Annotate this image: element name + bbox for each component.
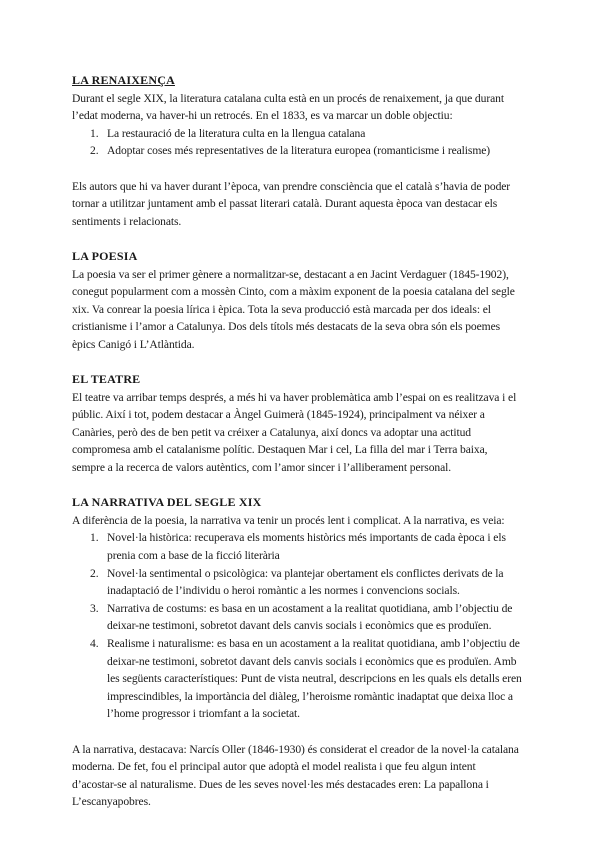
list-text: Novel·la històrica: recuperava els moments històrics més importants de cada època i els prenia com a base de la ficció literària [107,531,506,563]
section-heading-renaixenca: LA RENAIXENÇA [72,73,175,87]
paragraph: El teatre va arribar temps després, a més hi va haver problemàtica amb l’espai on es realitzava i el públic. Així i tot, podem destacar a Àngel Guimerà (1845-1924), principalment va néixer a Canàries, però des de ben petit va créixer a Catalunya, així doncs va adoptar una actitud compromesa amb el catalanisme polític. Destaquen Mar i cel, La filla del mar i Terra baixa, sempre a la recerca de valors autèntics, com l’amor sincer i l’alliberament personal. [72,390,517,475]
list-number: 1. [90,531,99,545]
paragraph: Durant el segle XIX, la literatura catalana culta està en un procés de renaixement, ja que durant l’edat moderna, va haver-hi un retrocés. En el 1833, es va marcar un doble objectiu: [72,91,504,123]
document-page [72,72,522,811]
paragraph: A la narrativa, destacava: Narcís Oller (1846-1930) és considerat el creador de la novel·la catalana moderna. De fet, fou el principal autor que adoptà el model realista i que feu algun intent d’acostar-se al naturalisme. Dues de les seves novel·les més destacades eren: La papallona i L’escanyapobres. [72,742,519,809]
list-text: Realisme i naturalisme: es basa en un acostament a la realitat quotidiana, amb l’objectiu de deixar-ne testimoni, sobretot davant dels canvis socials i econòmics que es produïen. Amb les següents característiques: Punt de vista neutral, descripcions en les quals els detalls eren imprescindibles, la importància del diàleg, l’heroisme romàntic inadaptat que deixa lloc a l’home progressor i triomfant a la societat. [107,637,522,721]
list-item [72,529,522,564]
section-heading-narrativa: LA NARRATIVA DEL SEGLE XIX [72,495,262,510]
list-item [72,142,522,160]
list-item [72,565,522,600]
list-number: 2. [90,144,99,158]
list-number: 4. [90,637,99,650]
list-text: Adoptar coses més representatives de la literatura europea (romanticisme i realisme) [107,144,491,158]
list-number: 2. [90,566,99,580]
list-number: 3. [90,601,99,615]
narrative-types-list [72,529,522,723]
paragraph: La poesia va ser el primer gènere a normalitzar-se, destacant a en Jacint Verdaguer (1845-1902), conegut popularment com a mossèn Cinto, com a màxim exponent de la poesia catalana del segle xix. Va conrear la poesia lírica i èpica. Tota la seva producció està marcada per dos ideals: el cristianisme i l’amor a Catalunya. Dos dels títols més destacats de la seva obra són els poemes èpics Canigó i L’Atlàntida. [72,267,515,351]
paragraph: Els autors que hi va haver durant l’època, van prendre consciència que el català s’havia de poder tornar a utilitzar juntament amb el passat literari català. Durant aquesta època van destacar els sentiments i relacionats. [72,179,511,228]
list-item [72,125,522,143]
section-heading-teatre: EL TEATRE [72,372,141,387]
list-text: La restauració de la literatura culta en la llengua catalana [107,126,366,140]
objectives-list [72,125,522,160]
list-text: Novel·la sentimental o psicològica: va plantejar obertament els conflictes derivats de la inadaptació de l’individu o heroi romàntic a les normes i convencions socials. [107,566,504,598]
list-item [72,635,522,723]
list-item [72,600,522,635]
section-heading-poesia: LA POESIA [72,248,138,263]
list-text: Narrativa de costums: es basa en un acostament a la realitat quotidiana, amb l’objectiu de deixar-ne testimoni, sobretot davant dels canvis socials i econòmics que es produïen. [107,601,513,633]
list-number: 1. [90,126,99,140]
paragraph: A diferència de la poesia, la narrativa va tenir un procés lent i complicat. A la narrativa, es veia: [72,513,505,527]
